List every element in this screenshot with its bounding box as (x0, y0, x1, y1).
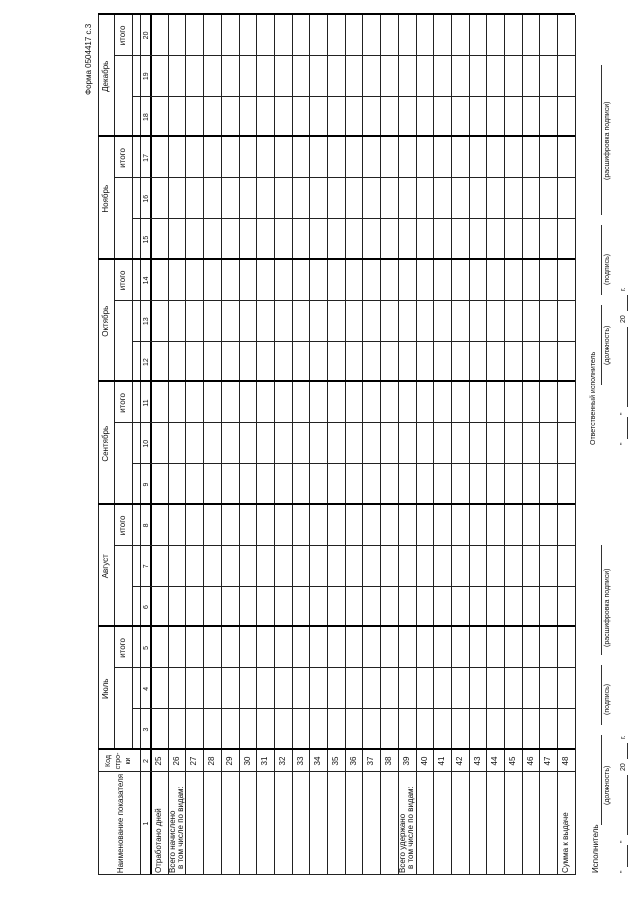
grid-line (150, 15, 152, 875)
grid-line (292, 15, 293, 875)
grid-line (114, 422, 575, 423)
month-total-label: итого (118, 25, 127, 46)
row-code: 25 (154, 756, 163, 766)
row-code: 48 (561, 756, 571, 766)
underline (627, 845, 628, 867)
row-code: 30 (242, 756, 252, 766)
col-number: 6 (143, 605, 150, 610)
col-number: 14 (143, 276, 150, 285)
grid-line (309, 15, 310, 875)
grid-line (256, 15, 257, 875)
grid-line (416, 15, 417, 875)
month-name: Ноябрь (101, 184, 110, 213)
header-code: Код стро- ки (105, 752, 132, 770)
executor-label: Исполнитель (590, 824, 600, 873)
row-code: 31 (260, 756, 270, 766)
col-number: 3 (143, 727, 150, 732)
col-number: 19 (143, 72, 150, 81)
year-prefix: 20 (619, 315, 627, 323)
grid-line (98, 136, 575, 138)
month-name: Сентябрь (101, 425, 110, 462)
col-number: 9 (143, 482, 150, 487)
grid-line (132, 218, 575, 219)
row-label: Сумма к выдаче (561, 812, 571, 873)
date-quote: " (619, 870, 627, 873)
grid-line (504, 15, 505, 875)
col-number: 4 (143, 686, 150, 691)
row-code: 43 (472, 756, 482, 766)
col-number: 17 (143, 154, 150, 162)
grid-line (114, 55, 575, 56)
grid-line (114, 15, 115, 750)
grid-line (168, 15, 169, 875)
underline (601, 665, 602, 725)
grid-line (114, 300, 575, 301)
row-code: 35 (331, 756, 340, 766)
grid-line (132, 463, 575, 464)
row-sublabel: в том числе по видам: (175, 786, 185, 869)
col-number: 12 (143, 358, 150, 366)
row-code: 33 (295, 756, 305, 766)
row-code: 40 (419, 756, 429, 766)
grid-line (327, 15, 328, 875)
col-number: 16 (143, 194, 150, 203)
underline (627, 417, 628, 439)
underline (601, 545, 602, 655)
col-number: 7 (143, 564, 150, 569)
month-total-label: итого (118, 515, 127, 536)
grid-line (451, 15, 452, 875)
row-code: 47 (543, 756, 553, 766)
col-number: 18 (143, 113, 150, 121)
row-label: Отработано дней (154, 808, 163, 873)
row-code: 29 (224, 756, 234, 766)
grid-line (114, 667, 575, 668)
date-quote: " (619, 840, 627, 843)
grid-line (203, 15, 204, 875)
grid-line (132, 586, 575, 587)
row-code: 39 (401, 756, 411, 766)
month-name: Октябрь (101, 305, 110, 337)
grid-line (114, 177, 575, 178)
col-number: 5 (143, 645, 150, 650)
row-code: 41 (437, 756, 447, 766)
date-quote: " (619, 442, 627, 445)
grid-line (132, 96, 575, 97)
grid-line (132, 341, 575, 342)
row-code: 32 (277, 756, 287, 766)
row-code: 36 (348, 756, 358, 766)
row-sublabel: в том числе по видам: (405, 786, 415, 869)
col-number: 10 (143, 439, 150, 448)
form-number-label: Форма 0504417 с.3 (84, 23, 93, 95)
grid-line (239, 15, 240, 875)
row-label: Всего удержано (397, 813, 407, 873)
grid-line (114, 667, 132, 668)
grid-line (98, 874, 575, 875)
underline (601, 65, 602, 215)
row-code: 28 (207, 756, 217, 766)
executor-position: (должность) (603, 765, 611, 805)
underline (627, 327, 628, 407)
row-code: 27 (189, 756, 199, 766)
col-number: 15 (143, 235, 150, 244)
month-total-label: итого (118, 148, 127, 168)
year-suffix: г. (619, 287, 627, 291)
grid-line (114, 545, 575, 546)
month-total-label: итого (118, 638, 127, 658)
row-code: 45 (508, 756, 517, 766)
executor-decode: (расшифровка подписи) (603, 568, 611, 647)
grid-line (469, 15, 470, 875)
year-prefix: 20 (619, 763, 627, 771)
col-number: 8 (143, 523, 150, 528)
underline (601, 225, 602, 295)
grid-line (98, 258, 575, 260)
grid-line (345, 15, 346, 875)
grid-line (522, 15, 523, 875)
row-code: 44 (490, 756, 500, 766)
grid-line (575, 15, 576, 875)
row-code: 26 (171, 756, 181, 766)
underline (601, 735, 602, 825)
grid-line (98, 626, 575, 628)
col-number: 2 (143, 759, 150, 763)
month-total-label: итого (118, 393, 127, 413)
grid-line (362, 15, 363, 875)
grid-line (274, 15, 275, 875)
grid-line (398, 15, 399, 875)
underline (601, 305, 602, 385)
underline (627, 295, 628, 311)
year-suffix: г. (619, 735, 627, 739)
grid-line (221, 15, 222, 875)
grid-line (539, 15, 540, 875)
resp-signature: (подпись) (603, 253, 611, 285)
underline (627, 743, 628, 759)
col-number: 11 (143, 399, 150, 407)
row-code: 46 (525, 756, 535, 766)
grid-line (185, 15, 186, 875)
col-number: 13 (143, 317, 150, 326)
resp-executor-label: Ответственный исполнитель (589, 351, 597, 445)
date-quote: " (619, 412, 627, 415)
month-total-label: итого (118, 270, 127, 291)
row-label: Всего начислено (167, 810, 177, 873)
underline (627, 775, 628, 835)
row-code: 38 (384, 756, 394, 766)
header-indicator: Наименование показателя (116, 773, 125, 874)
grid-line (140, 15, 141, 875)
row-code: 34 (313, 756, 323, 766)
month-name: Декабрь (101, 60, 110, 92)
col-number: 20 (143, 31, 150, 40)
month-name: Июль (101, 678, 110, 699)
grid-line (557, 15, 558, 875)
form-sheet (80, 15, 640, 875)
grid-line (132, 15, 133, 750)
grid-line (486, 15, 487, 875)
resp-position: (должность) (603, 325, 611, 365)
grid-line (433, 15, 434, 875)
grid-line (98, 503, 575, 505)
col-number: 1 (143, 821, 150, 826)
grid-line (98, 15, 99, 875)
month-name: Август (101, 554, 110, 579)
grid-line (98, 13, 575, 15)
executor-signature: (подпись) (603, 683, 611, 715)
row-code: 37 (366, 756, 376, 766)
grid-line (98, 381, 575, 383)
row-code: 42 (454, 756, 464, 766)
grid-line (132, 708, 575, 709)
grid-line (380, 15, 381, 875)
resp-decode: (расшифровка подписи) (603, 101, 611, 180)
